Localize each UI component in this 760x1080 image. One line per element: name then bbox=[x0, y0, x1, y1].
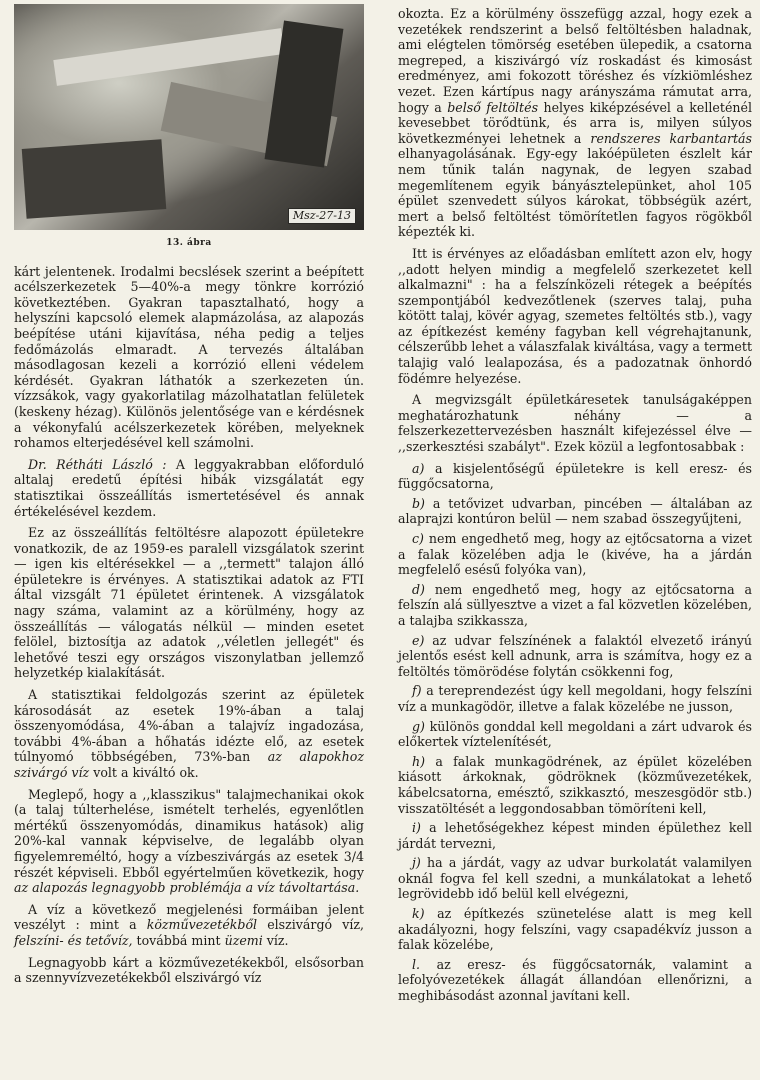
item-text: a kisjelentőségű épületekre is kell eresz- és függőcsatorna, bbox=[398, 460, 752, 492]
list-item bbox=[398, 531, 752, 578]
item-label: a) bbox=[412, 460, 425, 476]
paragraph: Legnagyobb kárt a közművezetékekből, elsősorban a szennyvízvezetékekből elszivárgó víz bbox=[14, 954, 364, 986]
item-text: ha a járdát, vagy az udvar burkolatát valamilyen oknál fogva fel kell szedni, a munkálatokat a lehető legrövidebb idő belül kell elvégezni, bbox=[398, 855, 752, 902]
list-item bbox=[398, 754, 752, 816]
paragraph: kárt jelentenek. Irodalmi becslések szerint a beépített acélszerkezetek 5—40%-a megy tönkre korrózió következtében. Gyakran tapasztalható, hogy a helyszíni kapcsoló elemek alapmázolása, az alapozás beépítése utáni kijavítása, néha pedig a teljes fedőmázolás elmaradt. A tervezés általában másodlagosan kezeli a korrózió elleni védelem kérdését. Gyakran láthatók a szerkezeten ún. vízzsákok, vagy gyakorlatilag mázolhatatlan felületek (keskeny hézag). Különös jelentősége van e kérdésnek a vékonyfalú acélszerkezetek körében, melyeknek rohamos elterjedésével kell számolni. bbox=[14, 263, 364, 451]
photo-beam bbox=[53, 28, 284, 86]
item-text: nem engedhető meg, hogy az ejtőcsatorna a felszín alá süllyesztve a vizet a fal közvetlen közelében, a talajba szikkassza, bbox=[398, 581, 752, 628]
item-label: l. bbox=[412, 956, 421, 972]
list-item bbox=[398, 957, 752, 1004]
right-column bbox=[398, 6, 752, 1008]
paragraph: Ez az összeállítás feltöltésre alapozott épületekre vonatkozik, de az 1959-es paralell vizsgálatok szerint — igen kis eltérésekkel — a ,,termett" talajon álló épületekre is érvényes. A statisztikai adatok az FTI által vizsgált 71 épületet érintenek. A vizsgálatok nagy száma, valamint az a körülmény, hogy az összeállítás — válogatás nélkül — minden esetet felölel, biztosítja az adatok ,,véletlen jellegét" és lehetővé teszi egy országos viszonylatban jellemző helyzetkép kialakítását. bbox=[14, 525, 364, 681]
item-text: a lehetőségekhez képest minden épülethez kell járdát tervezni, bbox=[398, 820, 752, 851]
list-item bbox=[398, 855, 752, 902]
item-text: nem engedhető meg, hogy az ejtőcsatorna a vizet a falak közelében adja le (kivéve, ha a járdán megfelelő esésű folyóka van), bbox=[398, 531, 752, 578]
emphasis: üzemi bbox=[224, 932, 263, 948]
emphasis: az alapokhoz szivárgó víz bbox=[14, 749, 365, 780]
item-label: d) bbox=[412, 581, 425, 597]
item-label: i) bbox=[412, 820, 421, 836]
item-label: b) bbox=[412, 495, 425, 511]
paragraph: Itt is érvényes az előadásban említett azon elv, hogy ,,adott helyen mindig a megfelelő szerkezetet kell alkalmazni" : ha a felszínközeli rétegek a beépítés szempontjából kedvezőtlenek (szerves talaj, puha kötött talaj, kövér agyag, szemetes feltöltés stb.), vagy az építkezést kemény fagyban kell végrehajtanunk, célszerűbb lehet a válaszfalak kiváltása, vagy a termett talajig való lealapozása, és a padozatnak önhordó födémre helyezése. bbox=[398, 245, 752, 386]
item-label: g) bbox=[412, 718, 425, 734]
item-label: e) bbox=[412, 632, 425, 648]
emphasis: az alapozás legnagyobb problémája a víz távoltartása. bbox=[14, 880, 360, 896]
figure-photo bbox=[14, 4, 364, 230]
item-text: a falak munkagödrének, az épület közelében kiásott árkoknak, gödröknek (közművezetékek, kábelcsatorna, emésztő, szikkasztó, meszesgödör stb.) visszatöltését a leggondosabban tömöríteni kell, bbox=[398, 753, 752, 816]
item-text: különös gonddal kell megoldani a zárt udvarok és előkertek víztelenítését, bbox=[398, 718, 752, 750]
paragraph bbox=[14, 687, 364, 781]
paragraph bbox=[398, 6, 752, 240]
emphasis: belső feltöltés bbox=[447, 99, 539, 115]
paragraph bbox=[14, 457, 364, 519]
item-text: az udvar felszínének a falaktól elvezető irányú jelentős esést kell adnunk, arra is számítva, hogy ez a feltöltés tömörödése folytán csökkenni fog, bbox=[398, 632, 752, 679]
list-item bbox=[398, 719, 752, 750]
list-item bbox=[398, 461, 752, 492]
emphasis: felszíni- és tetővíz, bbox=[14, 932, 133, 948]
paragraph-text: okozta. Ez a körülmény összefügg azzal, hogy ezek a vezetékek rendszerint a belső feltöltésben haladnak, ami elégtelen tömörség esetében ülepedik, a csatorna megreped, a kiszivárgó víz roskadást és kimosást eredményez, ami fokozott töréshez és vízkiömléshez vezet. Ezen kártípus nagy arányszáma rámutat arra, hogy a bbox=[398, 6, 752, 115]
photo-stamp: Msz-27-13 bbox=[288, 208, 356, 224]
emphasis: közművezetékből bbox=[146, 917, 258, 933]
paragraph bbox=[14, 902, 364, 949]
item-label: j) bbox=[412, 855, 421, 871]
item-text: az eresz- és függőcsatornák, valamint a lefolyóvezetékek állagát állandóan ellenőrizni, a meghibásodást azonnal javítani kell. bbox=[398, 956, 752, 1004]
item-label: f) bbox=[412, 683, 422, 699]
paragraph-text: továbbá mint bbox=[132, 932, 225, 948]
paragraph-text: volt a kiváltó ok. bbox=[89, 765, 199, 780]
list-item bbox=[398, 633, 752, 680]
paragraph-text: Meglepő, hogy a ,,klasszikus" talajmechanikai okok (a talaj túlterhelése, ismételt terhelés, egyenlőtlen mértékű összenyomódás, dinamikus hatások) alig 20%-kal vannak képviselve, de legalább olyan figyelemreméltó, hogy a vízbeszivárgás az esetek 3/4 részét képviseli. Ebből egyértelműen következik, hogy bbox=[14, 786, 364, 880]
emphasis: rendszeres karbantartás bbox=[590, 130, 752, 146]
list-item bbox=[398, 820, 752, 851]
list-item bbox=[398, 906, 752, 953]
left-column bbox=[14, 0, 364, 992]
paragraph-text: helyes kiképzésével a kelleténél kevesebbet törődtünk, és arra is, milyen súlyos következményei lehetnek a bbox=[398, 99, 752, 146]
item-label: h) bbox=[412, 753, 426, 769]
item-text: a tereprendezést úgy kell megoldani, hogy felszíni víz a munkagödör, illetve a falak közelébe ne jusson, bbox=[398, 683, 752, 714]
paragraph-text: víz. bbox=[262, 932, 289, 948]
item-text: a tetővizet udvarban, pincében — általában az alaprajzi kontúron belül — nem szabad összegyűjteni, bbox=[398, 495, 752, 527]
paragraph-text: A leggyakrabban előforduló altalaj eredetű építési hibák vizsgálatát egy statisztikai összeállítás ismertetésével és annak értékelésével kezdem. bbox=[14, 456, 364, 519]
figure-caption: 13. ábra bbox=[166, 238, 212, 248]
list-item bbox=[398, 496, 752, 527]
item-text: az építkezés szünetelése alatt is meg kell akadályozni, hogy felszíni, vagy csapadékvíz jusson a falak közelébe, bbox=[398, 906, 752, 953]
item-label: k) bbox=[412, 906, 425, 922]
speaker-name: Dr. Rétháti László : bbox=[28, 456, 167, 472]
paragraph: A megvizsgált épületkáresetek tanulságaképpen meghatározhatunk néhány — a felszerkezettervezésben használt kifejezéssel élve — ,,szerkesztési szabályt". Ezek közül a legfontosabbak : bbox=[398, 392, 752, 455]
rules-list bbox=[398, 461, 752, 1004]
paragraph-text: elhanyagolásának. Egy-egy lakóépületen észlelt kár nem tűnik talán nagynak, de legyen szabad megemlítenem egyik bányásztelepünket, ahol 105 épület szenvedett súlyos károkat, többségük azért, mert a belső feltöltést tömörítetlen fagyos rögökből képezték ki. bbox=[398, 146, 752, 240]
paragraph-text: elszivárgó víz, bbox=[257, 917, 364, 933]
photo-shadow bbox=[22, 139, 167, 219]
paragraph-text: A statisztikai feldolgozás szerint az épületek károsodását az esetek 19%-ában a talaj összenyomódása, 4%-ában a talajvíz ingadozása, további 4%-ában a hőhatás idézte elő, az esetek túlnyomó többségében, 73%-ban bbox=[14, 687, 364, 765]
item-label: c) bbox=[412, 531, 424, 546]
list-item bbox=[398, 582, 752, 629]
list-item bbox=[398, 683, 752, 714]
paragraph-text: A víz a következő megjelenési formáiban jelent veszélyt : mint a bbox=[14, 901, 364, 933]
paragraph bbox=[14, 787, 364, 896]
